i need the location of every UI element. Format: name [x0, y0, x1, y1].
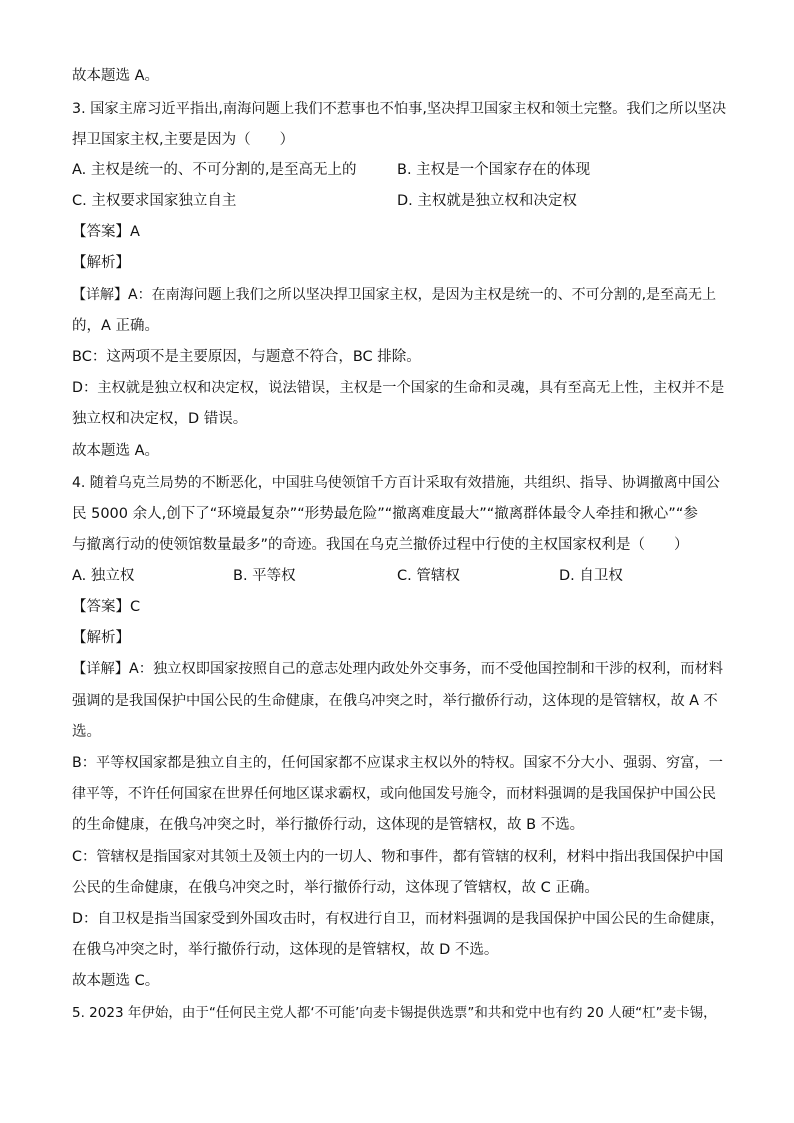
q4-stem-line-2: 民 5000 余人,创下了“环境最复杂”“形势最危险”“撤离难度最大”“撤离群体最令人牵挂和揪心”“参: [72, 506, 698, 522]
q4-option-a: A. 独立权: [72, 568, 135, 584]
q4-detail-line-8: 公民的生命健康，在俄乌冲突之时，举行撤侨行动，这体现了管辖权，故 C 正确。: [72, 880, 599, 896]
q4-conclusion: 故本题选 C。: [72, 973, 160, 989]
q4-detail-line-2: 强调的是我国保护中国公民的生命健康，在俄乌冲突之时，举行撤侨行动，这体现的是管辖权，故 A 不: [72, 693, 718, 709]
q3-detail-line-3: BC：这两项不是主要原因，与题意不符合，BC 排除。: [72, 349, 421, 365]
q4-detail-line-1: 【详解】A：独立权即国家按照自己的意志处理内政处外交事务，而不受他国控制和干涉的权利，而材料: [72, 661, 724, 677]
q3-detail-line-4: D：主权就是独立权和决定权，说法错误，主权是一个国家的生命和灵魂，具有至高无上性，主权并不是: [72, 380, 725, 396]
prev-conclusion: 故本题选 A。: [72, 68, 160, 84]
q3-stem-line-1: 3. 国家主席习近平指出,南海问题上我们不惹事也不怕事,坚决捍卫国家主权和领土完整。我们之所以坚决: [72, 101, 727, 117]
q3-option-c: C. 主权要求国家独立自主: [72, 193, 237, 209]
q4-detail-line-10: 在俄乌冲突之时，举行撤侨行动，这体现的是管辖权，故 D 不选。: [72, 942, 499, 958]
q3-option-a: A. 主权是统一的、不可分割的,是至高无上的: [72, 162, 357, 178]
q4-option-d: D. 自卫权: [559, 568, 623, 584]
q4-detail-line-5: 律平等，不许任何国家在世界任何地区谋求霸权，或向他国发号施令，而材料强调的是我国保护中国公民: [72, 786, 716, 802]
q3-stem-line-2: 捍卫国家主权,主要是因为（ ）: [72, 132, 295, 148]
q3-detail-line-1: 【详解】A：在南海问题上我们之所以坚决捍卫国家主权，是因为主权是统一的、不可分割的,是至高无上: [72, 287, 717, 303]
q3-detail-line-2: 的，A 正确。: [72, 318, 160, 334]
q3-conclusion: 故本题选 A。: [72, 443, 160, 459]
q3-analysis-label: 【解析】: [72, 255, 130, 271]
q4-detail-line-7: C：管辖权是指国家对其领土及领土内的一切人、物和事件，都有管辖的权利，材料中指出我国保护中国: [72, 849, 724, 865]
q4-analysis-label: 【解析】: [72, 630, 130, 646]
q4-detail-line-3: 选。: [72, 724, 101, 740]
q3-option-d: D. 主权就是独立权和决定权: [397, 193, 577, 209]
q5-stem-line-1: 5. 2023 年伊始，由于“任何民主党人都‘不可能’向麦卡锡提供选票”和共和党中也有约 20 人硬“杠”麦卡锡，: [72, 1005, 717, 1021]
q4-stem-line-3: 与撤离行动的使领馆数量最多”的奇迹。我国在乌克兰撤侨过程中行使的主权国家权利是（ ）: [72, 537, 689, 553]
q4-detail-line-9: D：自卫权是指当国家受到外国攻击时，有权进行自卫，而材料强调的是我国保护中国公民的生命健康，: [72, 911, 725, 927]
q3-answer: 【答案】A: [72, 224, 140, 240]
q3-option-b: B. 主权是一个国家存在的体现: [397, 162, 591, 178]
q4-detail-line-4: B：平等权国家都是独立自主的，任何国家都不应谋求主权以外的特权。国家不分大小、强弱、穷富，一: [72, 755, 724, 771]
q3-detail-line-5: 独立权和决定权，D 错误。: [72, 411, 248, 427]
q4-answer: 【答案】C: [72, 599, 141, 615]
q4-option-b: B. 平等权: [233, 568, 296, 584]
q4-stem-line-1: 4. 随着乌克兰局势的不断恶化，中国驻乌使领馆千方百计采取有效措施，共组织、指导、协调撤离中国公: [72, 475, 720, 491]
q4-detail-line-6: 的生命健康，在俄乌冲突之时，举行撤侨行动，这体现的是管辖权，故 B 不选。: [72, 817, 585, 833]
q4-option-c: C. 管辖权: [397, 568, 460, 584]
